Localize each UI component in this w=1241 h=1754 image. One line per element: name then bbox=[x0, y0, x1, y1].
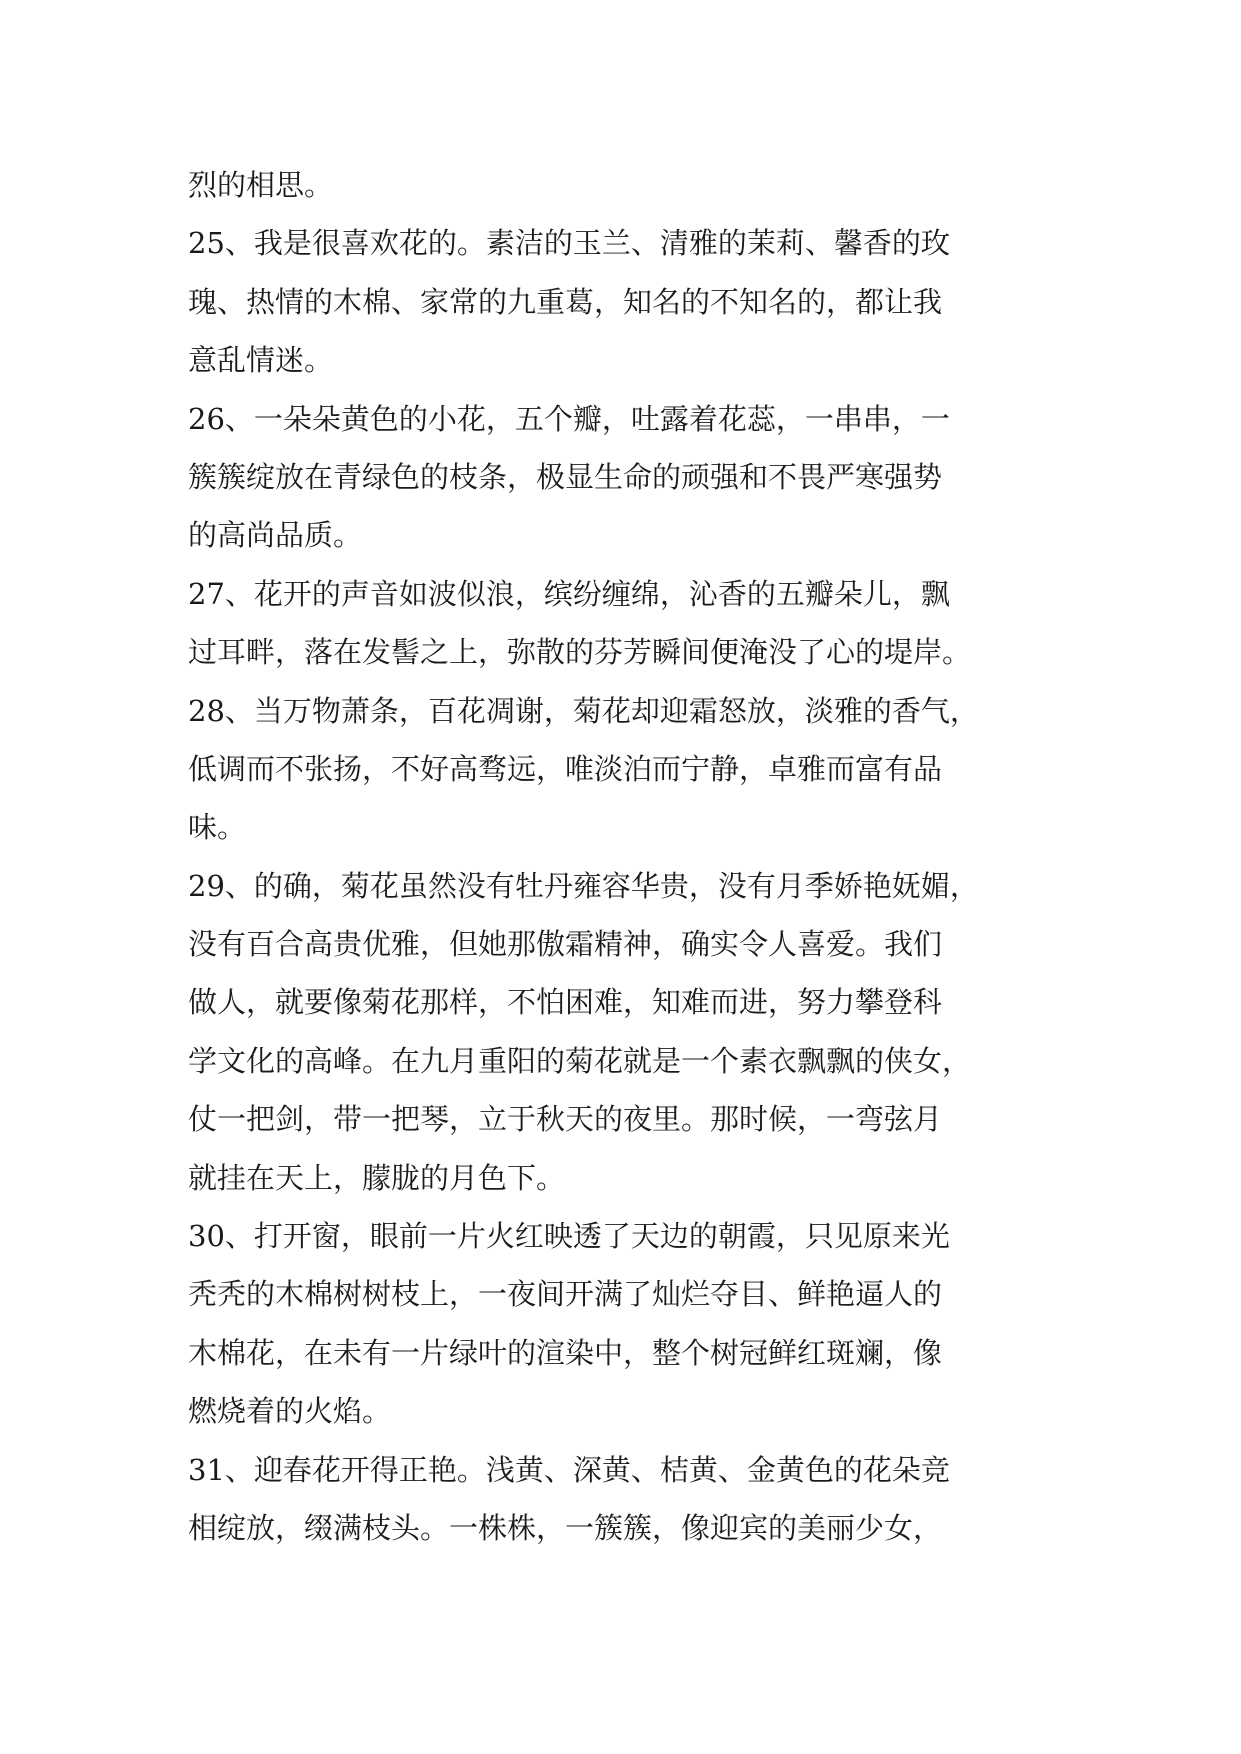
text-line: 簇簇绽放在青绿色的枝条，极显生命的顽强和不畏严寒强势 bbox=[188, 459, 943, 494]
text-line: 就挂在天上，朦胧的月色下。 bbox=[188, 1160, 566, 1195]
text-line: 相绽放，缀满枝头。一株株，一簇簇，像迎宾的美丽少女， bbox=[188, 1510, 943, 1545]
text-line: 没有百合高贵优雅，但她那傲霜精神，确实令人喜爱。我们 bbox=[188, 927, 943, 962]
text-line: 过耳畔，落在发髻之上，弥散的芬芳瞬间便淹没了心的堤岸。 bbox=[188, 635, 972, 670]
text-line: 燃烧着的火焰。 bbox=[188, 1394, 392, 1429]
text-line: 低调而不张扬，不好高骛远，唯淡泊而宁静，卓雅而富有品 bbox=[188, 751, 943, 786]
text-line: 的高尚品质。 bbox=[188, 518, 363, 553]
text-line: 27、花开的声音如波似浪，缤纷缠绵，沁香的五瓣朵儿，飘 bbox=[188, 576, 950, 611]
text-line: 意乱情迷。 bbox=[188, 343, 334, 378]
text-line: 29、的确，菊花虽然没有牡丹雍容华贵，没有月季娇艳妩媚， bbox=[188, 868, 979, 903]
text-line: 25、我是很喜欢花的。素洁的玉兰、清雅的茉莉、馨香的玫 bbox=[188, 226, 950, 261]
text-line: 木棉花，在未有一片绿叶的渲染中，整个树冠鲜红斑斓，像 bbox=[188, 1335, 943, 1370]
text-line: 31、迎春花开得正艳。浅黄、深黄、桔黄、金黄色的花朵竞 bbox=[188, 1452, 950, 1487]
text-line: 26、一朵朵黄色的小花，五个瓣，吐露着花蕊，一串串，一 bbox=[188, 401, 950, 436]
text-line: 秃秃的木棉树树枝上，一夜间开满了灿烂夺目、鲜艳逼人的 bbox=[188, 1277, 943, 1312]
text-line: 瑰、热情的木棉、家常的九重葛，知名的不知名的，都让我 bbox=[188, 284, 943, 319]
text-line: 30、打开窗，眼前一片火红映透了天边的朝霞，只见原来光 bbox=[188, 1219, 950, 1254]
text-line: 28、当万物萧条，百花凋谢，菊花却迎霜怒放，淡雅的香气， bbox=[188, 693, 979, 728]
text-line: 烈的相思。 bbox=[188, 168, 334, 202]
text-line: 做人，就要像菊花那样，不怕困难，知难而进，努力攀登科 bbox=[188, 985, 943, 1020]
text-line: 味。 bbox=[188, 810, 247, 845]
body-text bbox=[188, 156, 1058, 1557]
text-line: 学文化的高峰。在九月重阳的菊花就是一个素衣飘飘的侠女， bbox=[188, 1043, 972, 1078]
text-line: 仗一把剑，带一把琴，立于秋天的夜里。那时候，一弯弦月 bbox=[188, 1102, 943, 1137]
